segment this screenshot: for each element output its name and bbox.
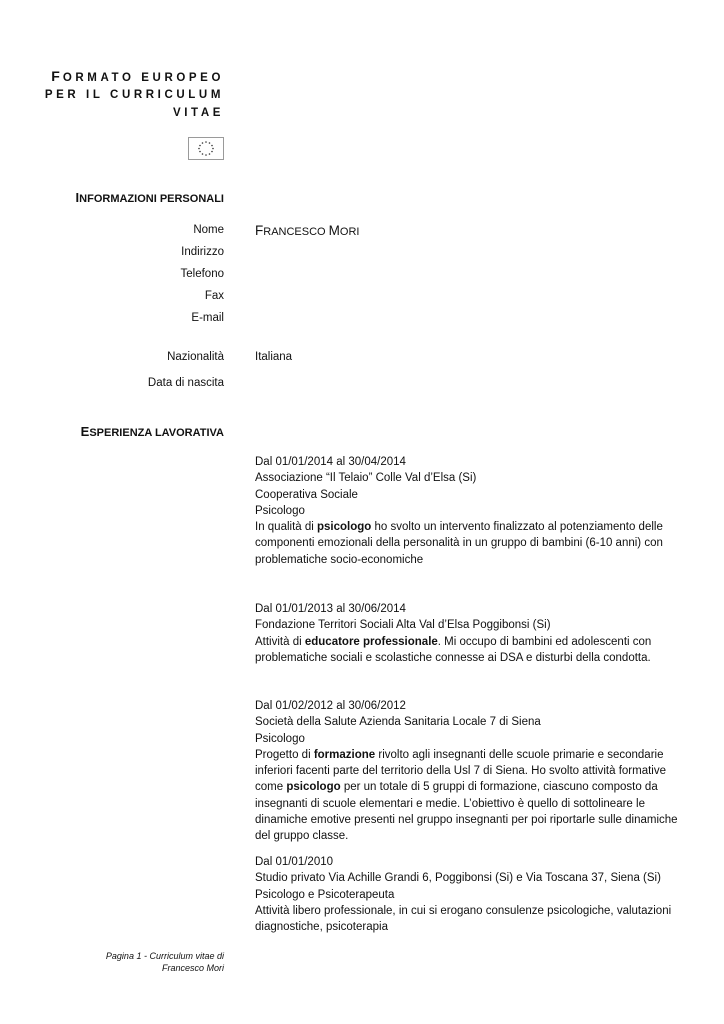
job-entry: [255, 698, 690, 845]
job-entry: [255, 854, 690, 935]
eu-flag-logo: [188, 137, 224, 160]
desc-highlight: psicologo: [286, 781, 341, 794]
footer-text: Pagina: [105, 951, 137, 961]
job-role: Psicologo: [255, 732, 305, 745]
header-initial: F: [51, 68, 63, 84]
label-email: E-mail: [191, 312, 224, 324]
footer-page-line: [24, 950, 224, 962]
desc-highlight: psicologo: [317, 521, 372, 534]
desc-text: rivolto agli insegnanti delle scuole primarie e secondarie inferiori facenti parte del territorio della Usl 7 di Siena. Ho svolto attività formative come: [255, 748, 666, 794]
job-employer: Associazione “Il Telaio” Colle Val d’Elsa (Si): [255, 472, 477, 485]
footer-owner: Francesco Mori: [161, 963, 224, 973]
label-fax: Fax: [204, 290, 224, 302]
name-initial: F: [255, 223, 264, 238]
job-entry: [255, 601, 690, 666]
eu-stars-icon: [189, 138, 223, 159]
job-description: [255, 634, 690, 667]
job-dates: Dal 01/01/2013 al 30/06/2014: [255, 603, 406, 615]
cv-header-line-1: [4, 68, 224, 87]
job-description: Attività libero professionale, in cui si erogano consulenze psicologiche, valutazioni diagnostiche, psicoterapia: [255, 904, 672, 934]
desc-text: . Mi occupo di bambini ed adolescenti con problematiche sociali e scolastiche connesse ai DSA e disturbi della condotta.: [255, 635, 652, 664]
label-name: Nome: [193, 224, 224, 236]
desc-text: Attività di: [255, 635, 305, 648]
value-name: [255, 224, 359, 239]
section-title-work-experience: [0, 425, 224, 440]
value-nationality: Italiana: [255, 351, 293, 363]
label-address: Indirizzo: [181, 246, 224, 258]
job-dates: Dal 01/01/2010: [255, 856, 334, 868]
section-title-personal-info: [0, 191, 224, 206]
job-dates: Dal 01/01/2014 al 30/04/2014: [255, 456, 406, 468]
header-text: ORMATO EUROPEO: [62, 72, 224, 84]
job-employer: Società della Salute Azienda Sanitaria Locale 7 di Siena: [255, 716, 541, 729]
surname-initial: M: [328, 223, 340, 238]
footer-text: - Curriculum vitae di: [141, 951, 224, 961]
job-description: [255, 747, 690, 845]
surname-text: ORI: [339, 226, 360, 238]
job-entry: [255, 454, 690, 568]
page-footer: [24, 950, 224, 974]
section-initial: I: [75, 190, 80, 205]
job-employer: Studio privato Via Achille Grandi 6, Poggibonsi (Si) e Via Toscana 37, Siena (Si): [255, 872, 661, 885]
cv-header-line-2: PER IL CURRICULUM: [44, 89, 224, 101]
desc-text: per un totale di 5 gruppi di formazione, ciascuno composto da insegnanti di scuole elementari e medie. L’obiettivo è quello di sottolineare le dinamiche emotive presenti nel gruppo insegnanti per poi riportarle sulle dinamiche del gruppo classe.: [255, 781, 678, 843]
desc-highlight: formazione: [313, 748, 376, 761]
label-nationality: Nazionalità: [167, 351, 224, 363]
cv-header-line-3: VITAE: [172, 107, 224, 119]
section-initial: E: [80, 424, 90, 439]
desc-text: Progetto di: [255, 748, 314, 761]
label-phone: Telefono: [180, 268, 224, 280]
section-text: NFORMAZIONI PERSONALI: [79, 193, 224, 205]
job-role: Psicologo: [255, 504, 305, 517]
desc-text: ho svolto un intervento finalizzato al potenziamento delle componenti emozionali della personalità in un gruppo di bambini (6-10 anni) con problematiche socio-economiche: [255, 521, 663, 566]
job-sector: Cooperativa Sociale: [255, 488, 358, 501]
job-description: [255, 519, 690, 568]
desc-text: In qualità di: [255, 521, 318, 534]
job-role: Psicologo e Psicoterapeuta: [255, 888, 395, 901]
label-birthdate: Data di nascita: [147, 377, 224, 389]
job-employer: Fondazione Territori Sociali Alta Val d’Elsa Poggibonsi (Si): [255, 619, 551, 632]
section-text: SPERIENZA LAVORATIVA: [89, 427, 224, 439]
page-number: 1: [136, 951, 142, 961]
name-text: RANCESCO: [263, 226, 329, 238]
job-dates: Dal 01/02/2012 al 30/06/2012: [255, 700, 406, 712]
desc-highlight: educatore professionale: [304, 635, 438, 648]
